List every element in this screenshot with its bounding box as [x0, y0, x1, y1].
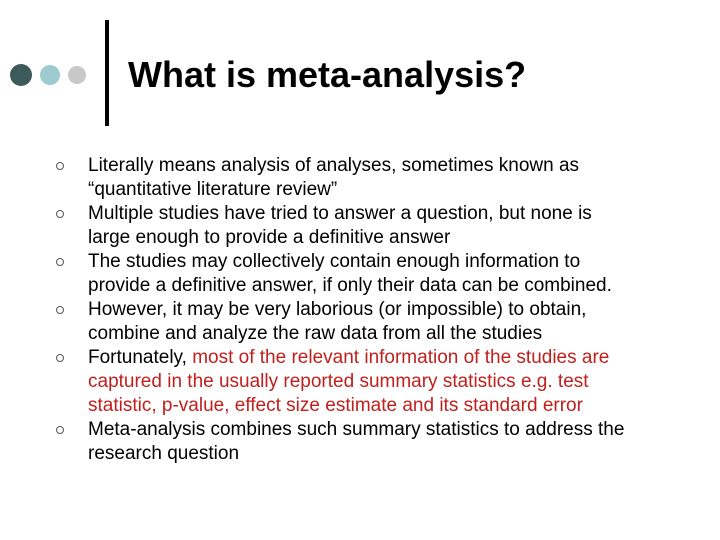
bullet-text-line: Multiple studies have tried to answer a question, but none is: [88, 203, 592, 224]
bullet-item-5: [0, 346, 720, 418]
bullet-circle-icon: [56, 258, 64, 266]
slide-title: What is meta-analysis?: [128, 54, 527, 95]
bullet-circle-icon: [56, 162, 64, 170]
bullet-text-line: The studies may collectively contain enough information to: [88, 251, 581, 272]
bullet-text-line: Meta-analysis combines such summary statistics to address the: [88, 419, 625, 440]
bullet-text-line: combine and analyze the raw data from all the studies: [88, 323, 543, 344]
title-divider: [105, 20, 109, 126]
bullet-item-2: [0, 202, 720, 250]
highlighted-text-line: captured in the usually reported summary statistics e.g. test: [88, 371, 589, 392]
bullet-circle-icon: [56, 306, 64, 314]
decorative-dot-dark: [10, 64, 32, 86]
bullet-text-line: “quantitative literature review”: [88, 179, 338, 200]
bullet-item-4: [0, 298, 720, 346]
bullet-item-6: [0, 418, 720, 466]
bullet-text-line: research question: [88, 443, 240, 464]
bullet-text-prefix: Fortunately,: [88, 347, 193, 368]
bullet-text-line-mixed: [88, 346, 720, 370]
bullet-list: [0, 154, 720, 466]
bullet-text-line: large enough to provide a definitive answer: [88, 227, 451, 248]
bullet-circle-icon: [56, 210, 64, 218]
decorative-dot-teal: [40, 65, 60, 85]
highlighted-text: most of the relevant information of the studies are: [192, 347, 610, 368]
bullet-text-line: provide a definitive answer, if only their data can be combined.: [88, 275, 612, 296]
bullet-item-1: [0, 154, 720, 202]
bullet-text-line: Literally means analysis of analyses, sometimes known as: [88, 155, 580, 176]
bullet-item-3: [0, 250, 720, 298]
decorative-dot-grey: [68, 66, 86, 84]
bullet-text-line: However, it may be very laborious (or impossible) to obtain,: [88, 299, 587, 320]
highlighted-text-line: statistic, p-value, effect size estimate and its standard error: [88, 395, 583, 416]
bullet-circle-icon: [56, 426, 64, 434]
bullet-circle-icon: [56, 354, 64, 362]
